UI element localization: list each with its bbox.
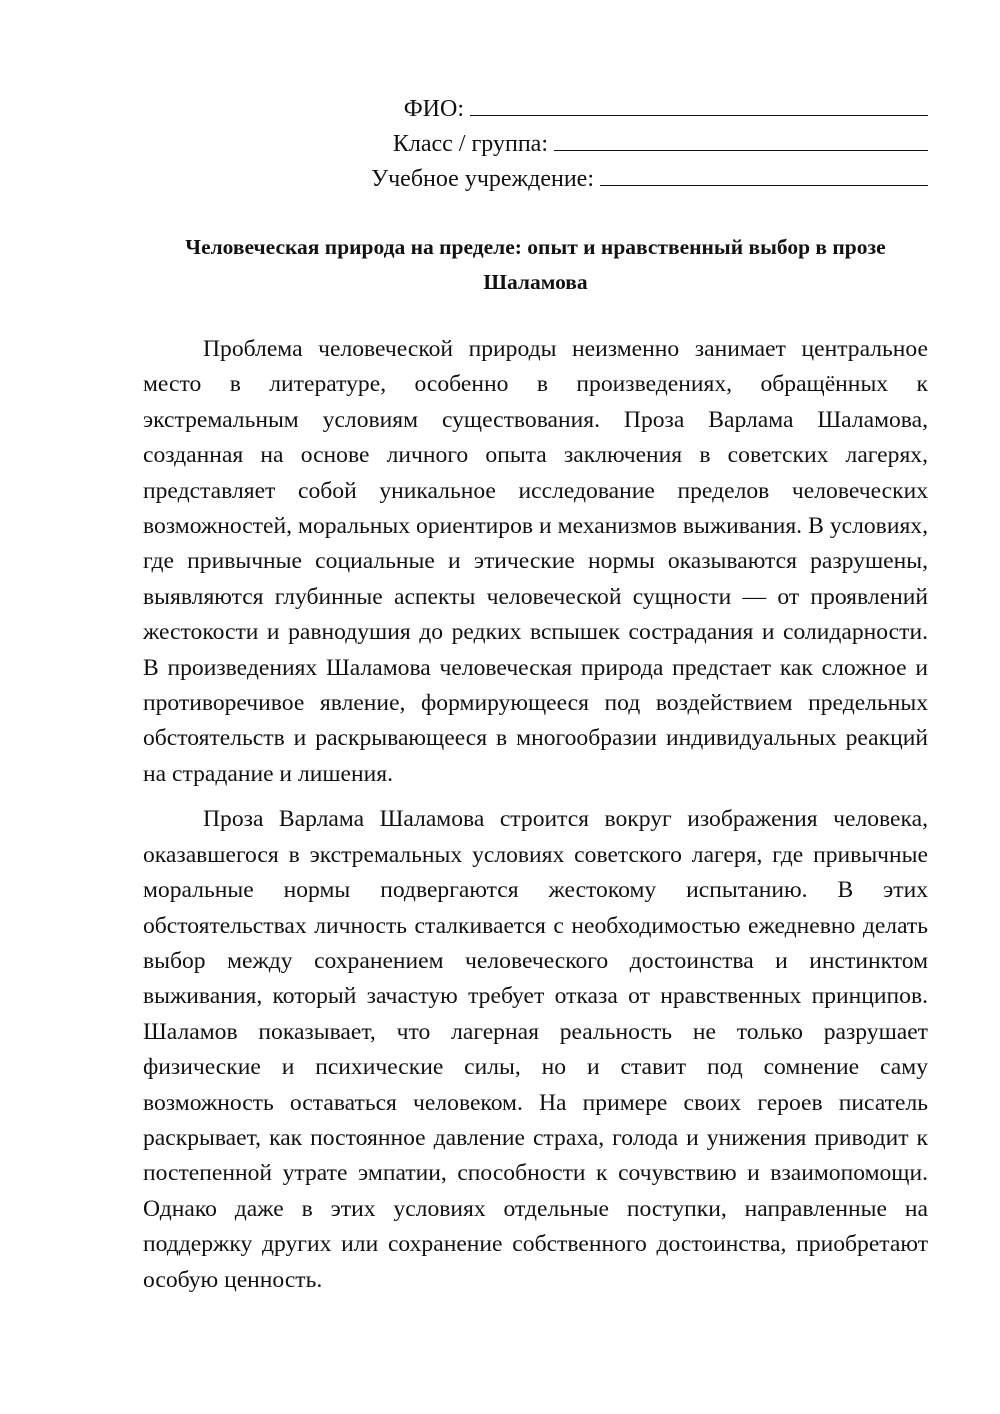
student-info-fields bbox=[328, 92, 928, 197]
school-field bbox=[328, 162, 928, 197]
paragraph: Проблема человеческой природы неизменно занимает центральное место в литературе, особенно в произведениях, обращённых к экстремальным условиям существования. Проза Варлама Шаламова, созданная на основе личного опыта заключения в советских лагерях, представляет собой уникальное исследование пределов человеческих возможностей, моральных ориентиров и механизмов выживания. В условиях, где привычные социальные и этические нормы оказываются разрушены, выявляются глубинные аспекты человеческой сущности — от проявлений жестокости и равнодушия до редких вспышек сострадания и солидарности. В произведениях Шаламова человеческая природа предстает как сложное и противоречивое явление, формирующееся под воздействием предельных обстоятельств и раскрывающееся в многообразии индивидуальных реакций на страдание и лишения. bbox=[143, 336, 928, 787]
school-label: Учебное учреждение: bbox=[371, 166, 594, 192]
school-blank-line bbox=[600, 184, 928, 186]
essay-body bbox=[143, 332, 928, 1308]
class-blank-line bbox=[554, 149, 928, 151]
paragraph: Проза Варлама Шаламова строится вокруг изображения человека, оказавшегося в экстремальных условиях советского лагеря, где привычные моральные нормы подвергаются жестокому испытанию. В этих обстоятельствах личность сталкивается с необходимостью ежедневно делать выбор между сохранением человеческого достоинства и инстинктом выживания, который зачастую требует отказа от нравственных принципов. Шаламов показывает, что лагерная реальность не только разрушает физические и психические силы, но и ставит под сомнение саму возможность оставаться человеком. На примере своих героев писатель раскрывает, как постоянное давление страха, голода и унижения приводит к постепенной утрате эмпатии, способности к сочувствию и взаимопомощи. Однако даже в этих условиях отдельные поступки, направленные на поддержку других или сохранение собственного достоинства, приобретают особую ценность. bbox=[143, 806, 928, 1293]
class-field bbox=[328, 127, 928, 162]
essay-title: Человеческая природа на пределе: опыт и нравственный выбор в прозе Шаламова bbox=[185, 235, 886, 294]
fio-field bbox=[328, 92, 928, 127]
fio-label: ФИО: bbox=[403, 96, 464, 122]
class-label: Класс / группа: bbox=[392, 131, 548, 157]
fio-blank-line bbox=[470, 114, 928, 116]
